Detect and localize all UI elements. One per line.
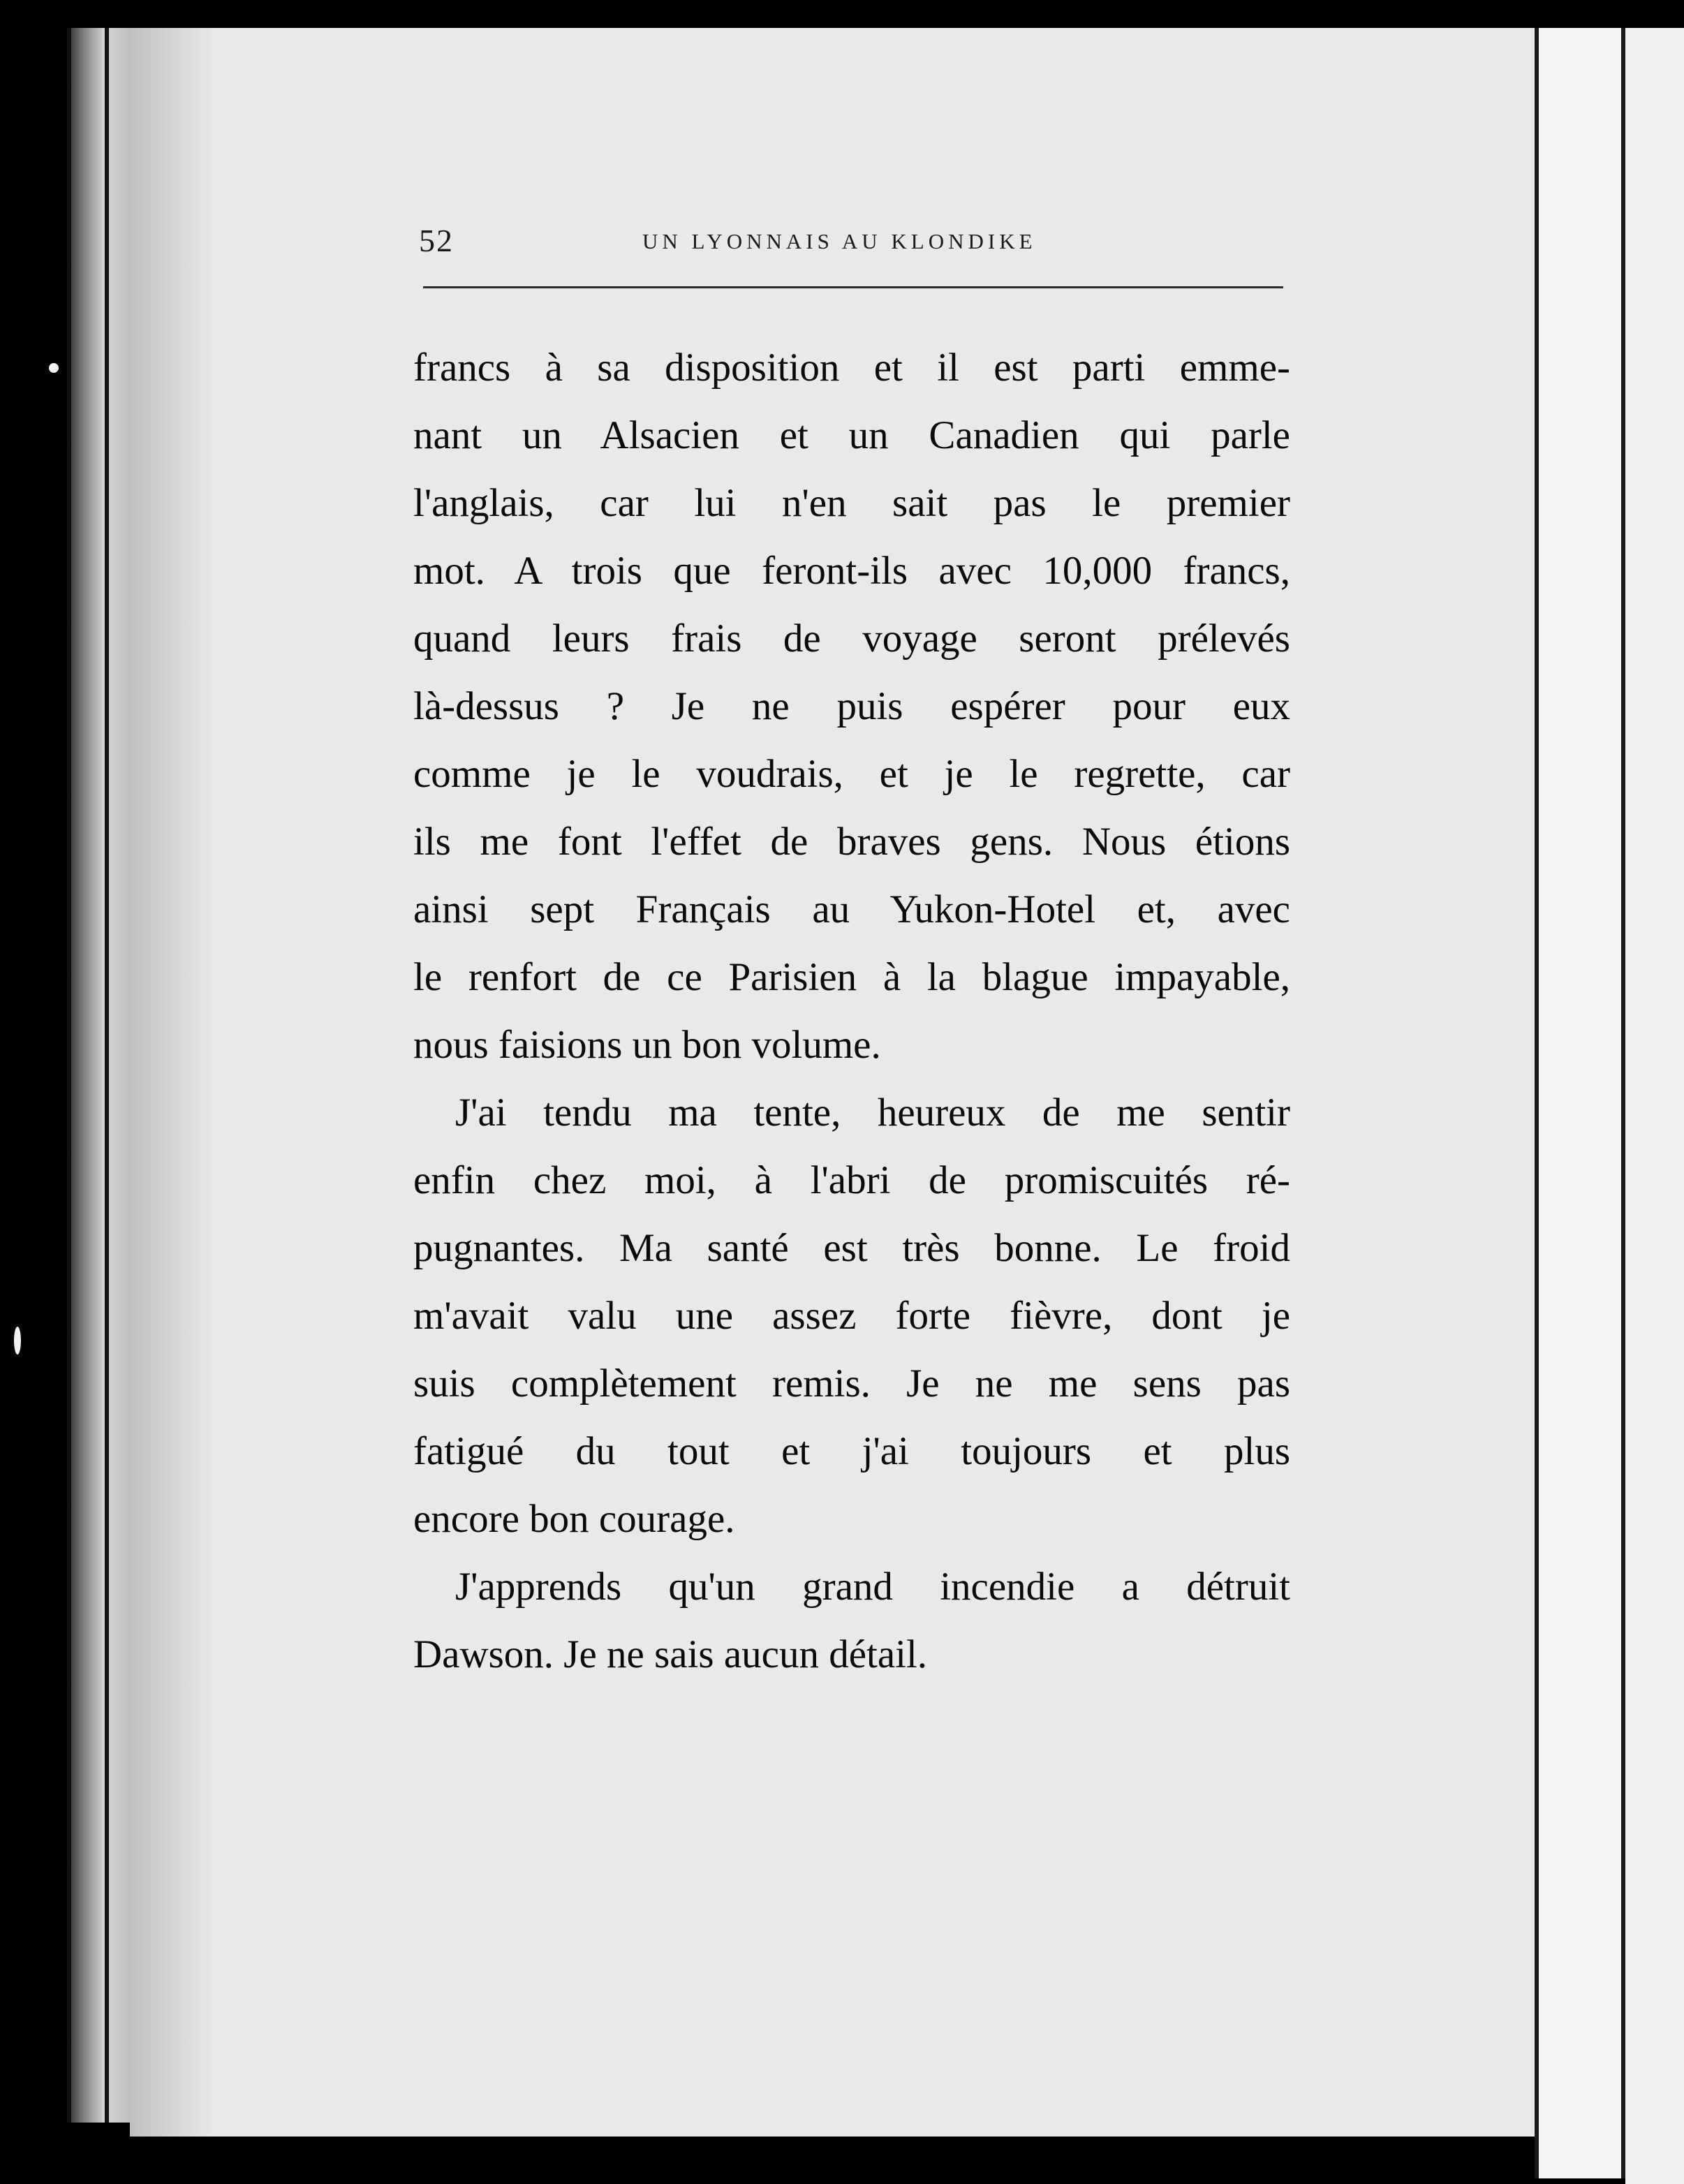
body-text	[413, 334, 1290, 1688]
text-line: ainsi sept Français au Yukon-Hotel et, avec	[413, 887, 1290, 931]
paragraph	[413, 1079, 1290, 1553]
text-line: ils me font l'effet de braves gens. Nous étions	[413, 820, 1290, 864]
left-edge-line	[67, 28, 71, 2123]
left-edge-line	[105, 28, 109, 2123]
text-line: pugnantes. Ma santé est très bonne. Le froid	[413, 1226, 1290, 1270]
text-line: fatigué du tout et j'ai toujours et plus	[413, 1429, 1290, 1473]
text-line: J'ai tendu ma tente, heureux de me sentir	[455, 1091, 1290, 1135]
text-line: encore bon courage.	[413, 1497, 735, 1541]
text-line: quand leurs frais de voyage seront prélevés	[413, 617, 1290, 661]
running-title: UN LYONNAIS AU KLONDIKE	[642, 229, 1037, 253]
right-gutter	[1535, 28, 1625, 2178]
text-line: Dawson. Je ne sais aucun détail.	[413, 1632, 928, 1676]
page-shadow	[130, 28, 214, 2137]
text-line: J'apprends qu'un grand incendie a détruit	[455, 1565, 1290, 1609]
text-line: m'avait valu une assez forte fièvre, dont je	[413, 1294, 1290, 1338]
text-line: mot. A trois que feront-ils avec 10,000 francs,	[413, 549, 1290, 593]
text-line: là-dessus ? Je ne puis espérer pour eux	[413, 684, 1290, 728]
page-header	[419, 222, 1285, 264]
text-line: enfin chez moi, à l'abri de promiscuités ré-	[413, 1158, 1290, 1202]
gutter-line	[1535, 28, 1539, 2178]
paragraph	[413, 1553, 1290, 1688]
text-line: francs à sa disposition et il est parti emme-	[413, 346, 1290, 390]
text-line: nous faisions un bon volume.	[413, 1023, 881, 1067]
top-border	[67, 0, 1684, 28]
text-line: l'anglais, car lui n'en sait pas le premier	[413, 481, 1290, 525]
text-line: comme je le voudrais, et je le regrette, car	[413, 752, 1290, 796]
margin-mark	[49, 363, 59, 373]
paragraph	[413, 334, 1290, 1079]
header-rule	[423, 286, 1283, 288]
left-binding	[67, 28, 130, 2123]
text-line: nant un Alsacien et un Canadien qui parle	[413, 413, 1290, 457]
text-line: suis complètement remis. Je ne me sens pas	[413, 1362, 1290, 1405]
margin-mark	[14, 1327, 21, 1355]
page-number: 52	[419, 223, 454, 258]
next-page-edge	[1625, 28, 1684, 2184]
text-line: le renfort de ce Parisien à la blague impayable,	[413, 955, 1290, 999]
